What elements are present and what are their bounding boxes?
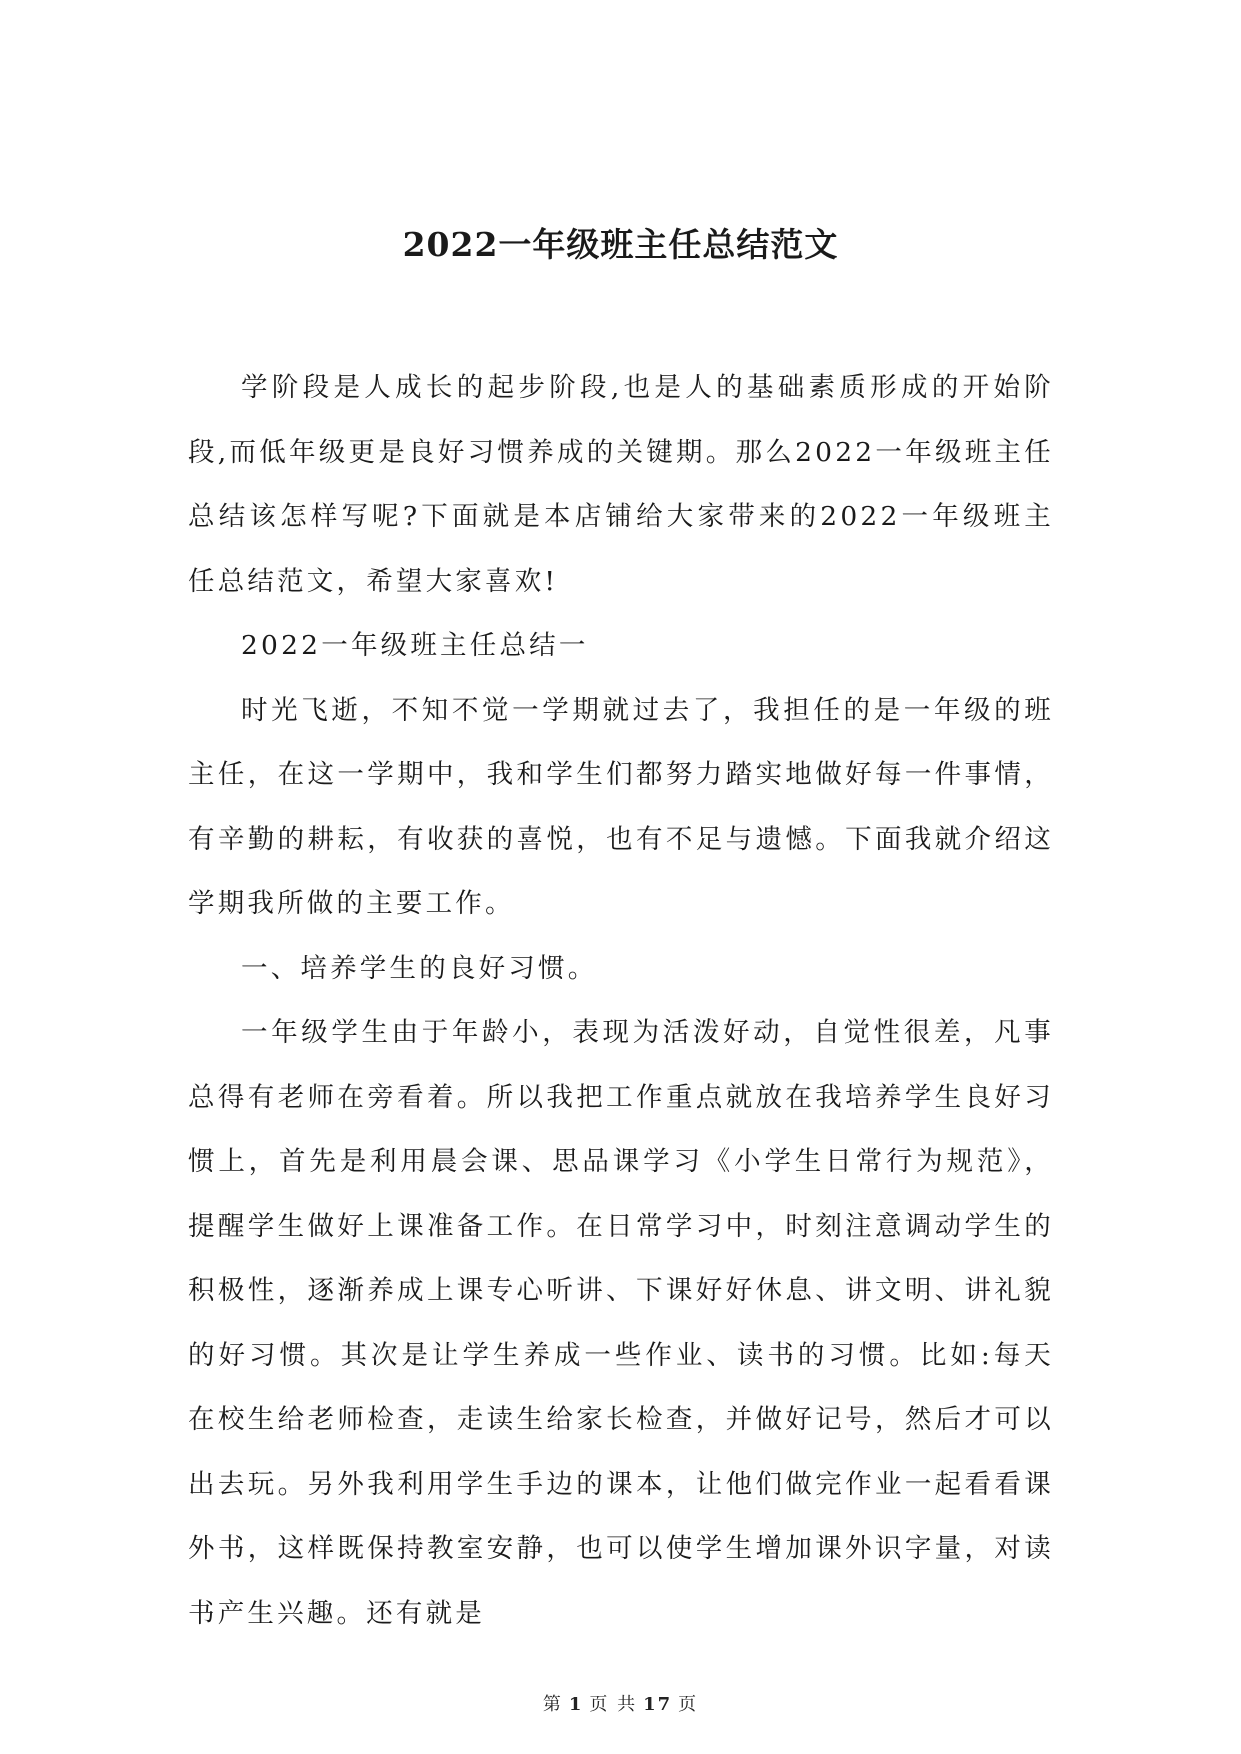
paragraph-intro: 学阶段是人成长的起步阶段,也是人的基础素质形成的开始阶段,而低年级更是良好习惯养成的关键期。那么2022一年级班主任总结该怎样写呢?下面就是本店铺给大家带来的2022一年级班主任总结范文，希望大家喜欢! [188, 372, 1054, 597]
section-heading-summary-one: 2022一年级班主任总结一 [241, 630, 589, 661]
footer-suffix: 页 [678, 1694, 699, 1715]
footer-middle: 页 共 [589, 1694, 638, 1715]
total-pages: 17 [643, 1694, 673, 1715]
paragraph-overview: 时光飞逝，不知不觉一学期就过去了，我担任的是一年级的班主任，在这一学期中，我和学生们都努力踏实地做好每一件事情，有辛勤的耕耘，有收获的喜悦，也有不足与遗憾。下面我就介绍这学期我所做的主要工作。 [188, 694, 1054, 919]
footer-prefix: 第 [542, 1694, 563, 1715]
paragraph-habits: 一年级学生由于年龄小，表现为活泼好动，自觉性很差，凡事总得有老师在旁看着。所以我把工作重点就放在我培养学生良好习惯上，首先是利用晨会课、思品课学习《小学生日常行为规范》，提醒学生做好上课准备工作。在日常学习中，时刻注意调动学生的积极性，逐渐养成上课专心听讲、下课好好休息、讲文明、讲礼貌的好习惯。其次是让学生养成一些作业、读书的习惯。比如:每天在校生给老师检查，走读生给家长检查，并做好记号，然后才可以出去玩。另外我利用学生手边的课本，让他们做完作业一起看看课外书，这样既保持教室安静，也可以使学生增加课外识字量，对读书产生兴趣。还有就是 [188, 1017, 1054, 1629]
section-heading-good-habits: 一、培养学生的良好习惯。 [241, 952, 598, 984]
page-number: 1 [568, 1694, 584, 1715]
page-footer [0, 1690, 1241, 1716]
document-title: 2022一年级班主任总结范文 [402, 225, 839, 264]
document-body [188, 356, 1054, 1646]
